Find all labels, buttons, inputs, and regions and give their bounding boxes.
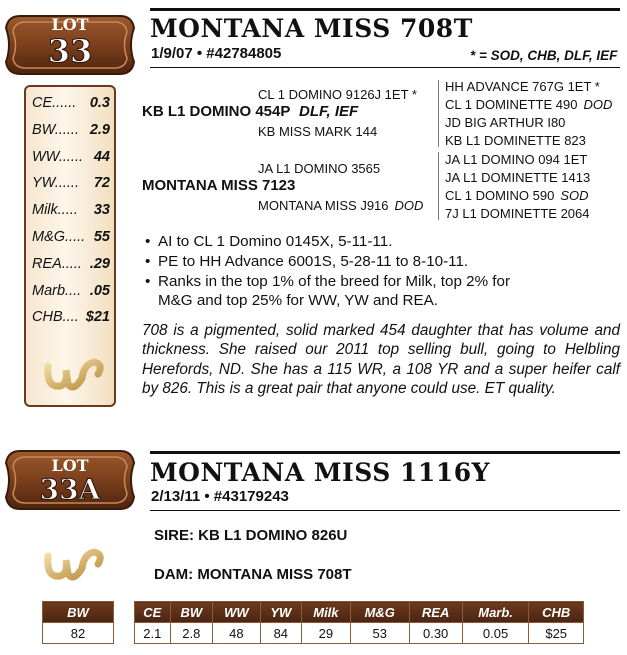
- pedigree-dds: [445, 188, 589, 203]
- pedigree-divider: [438, 152, 439, 220]
- epd-table-value: 0.30: [409, 623, 462, 644]
- pedigree-dam-sire: JA L1 DOMINO 3565: [258, 161, 381, 176]
- epd-table-value: 53: [350, 623, 409, 644]
- pedigree-dds-tag: SOD: [560, 188, 589, 203]
- epd-table-value: 29: [301, 623, 350, 644]
- epd-label: REA.....: [32, 255, 82, 272]
- epd-value: 2.9: [89, 121, 110, 138]
- pedigree-ssd: [445, 97, 612, 112]
- epd-table-header: REA: [409, 602, 462, 623]
- epd-label: CHB....: [32, 309, 79, 326]
- birth-weight-table: [42, 601, 114, 644]
- epd-table-header: M&G: [350, 602, 409, 623]
- pedigree-ssd-name: CL 1 DOMINETTE 490: [445, 97, 578, 112]
- dob-registration: 2/13/11 • #43179243: [151, 488, 289, 505]
- epd-table-value: $25: [529, 623, 584, 644]
- epd-label: M&G.....: [32, 229, 86, 245]
- bullet-item: • PE to HH Advance 6001S, 5-28-11 to 8-10-11.: [145, 253, 469, 270]
- epd-value: .05: [89, 282, 110, 299]
- pedigree-sire-name: KB L1 DOMINO 454P: [142, 103, 291, 120]
- bullet-text: AI to CL 1 Domino 0145X, 5-11-11.: [158, 233, 393, 250]
- pedigree-dss: JA L1 DOMINO 094 1ET: [445, 152, 588, 167]
- pedigree-sds: JD BIG ARTHUR I80: [445, 115, 566, 130]
- bw-value: 82: [43, 623, 114, 644]
- epd-label: CE......: [32, 95, 77, 111]
- epd-table-header: CE: [135, 602, 171, 623]
- brand-hook-icon: [38, 538, 108, 588]
- epd-table-header: CHB: [529, 602, 584, 623]
- title-rule: [150, 451, 620, 454]
- pedigree-dam-name: MONTANA MISS 7123: [142, 177, 296, 194]
- epd-label: Milk.....: [32, 202, 78, 219]
- epd-table-value: 0.05: [462, 623, 529, 644]
- pedigree-dds-name: CL 1 DOMINO 590: [445, 188, 555, 203]
- epd-value: $21: [85, 309, 110, 326]
- bw-header: BW: [43, 602, 114, 623]
- lot-number: 33A: [39, 473, 101, 506]
- epd-value: .29: [89, 255, 110, 272]
- bullet-item: • Ranks in the top 1% of the breed for Milk, top 2% for: [145, 273, 511, 290]
- epd-table-header: Marb.: [462, 602, 529, 623]
- epd-table: [134, 601, 584, 644]
- epd-value: 72: [93, 175, 110, 192]
- lot-title: MONTANA MISS 1116Y: [150, 458, 490, 487]
- pedigree-dam-dam-name: MONTANA MISS J916: [258, 198, 389, 213]
- epd-value: 0.3: [89, 95, 110, 111]
- epd-value: 55: [93, 229, 110, 245]
- bullet-text: M&G and top 25% for WW, YW and REA.: [158, 292, 438, 309]
- epd-label: Marb....: [32, 282, 82, 299]
- lot-label: LOT: [51, 456, 89, 475]
- pedigree-sss: HH ADVANCE 767G 1ET *: [445, 79, 600, 94]
- epd-value: 44: [93, 148, 110, 165]
- epd-table-header: Milk: [301, 602, 350, 623]
- pedigree-dam-dam-tag: DOD: [394, 198, 424, 213]
- epd-table-value: 2.1: [135, 623, 171, 644]
- epd-table-header: BW: [170, 602, 212, 623]
- epd-value: 33: [93, 202, 110, 219]
- dam-label: DAM: MONTANA MISS 708T: [154, 566, 352, 583]
- bullet-text: Ranks in the top 1% of the breed for Milk, top 2% for: [158, 273, 511, 290]
- dob-registration: 1/9/07 • #42784805: [151, 45, 282, 62]
- epd-table-value: 84: [260, 623, 301, 644]
- pedigree-ddd: 7J L1 DOMINETTE 2064: [445, 206, 590, 221]
- lot-label: LOT: [51, 15, 89, 34]
- pedigree-sdd: KB L1 DOMINETTE 823: [445, 133, 586, 148]
- pedigree-sire-sire: CL 1 DOMINO 9126J 1ET *: [258, 87, 417, 102]
- pedigree-dam: [142, 177, 295, 194]
- pedigree-divider: [438, 80, 439, 147]
- epd-label: YW......: [32, 175, 79, 192]
- pedigree-dsd: JA L1 DOMINETTE 1413: [445, 170, 591, 185]
- lot-title: MONTANA MISS 708T: [150, 14, 473, 43]
- bullet-text: PE to HH Advance 6001S, 5-28-11 to 8-10-11.: [158, 253, 469, 270]
- brand-hook-icon: [38, 348, 108, 398]
- pedigree-sire-dam: KB MISS MARK 144: [258, 124, 378, 139]
- epd-table-header: YW: [260, 602, 301, 623]
- lot-badge: [2, 10, 138, 80]
- legend-text: * = SOD, CHB, DLF, IEF: [470, 48, 618, 63]
- lot-badge: [2, 445, 138, 515]
- sire-label: SIRE: KB L1 DOMINO 826U: [154, 527, 348, 544]
- epd-table-value: 2.8: [170, 623, 212, 644]
- lot-number: 33: [47, 32, 93, 70]
- bullet-item: • AI to CL 1 Domino 0145X, 5-11-11.: [145, 233, 393, 250]
- title-rule: [150, 8, 620, 11]
- epd-table-value: 48: [213, 623, 261, 644]
- subtitle-rule: [150, 67, 620, 68]
- lot-description: 708 is a pigmented, solid marked 454 daughter that has volume and thickness. She raised our 2011 top selling bull, going to Helbling Herefords, ND. She has a 115 WR, a 108 YR and a super heifer calf by 826. This is a great pair that anyone could use. ET quality.: [142, 322, 620, 397]
- pedigree-ssd-tag: DOD: [583, 97, 613, 112]
- epd-label: BW......: [32, 121, 79, 138]
- bullet-item-continued: [147, 292, 438, 311]
- epd-label: WW......: [32, 148, 84, 165]
- epd-table-header: WW: [213, 602, 261, 623]
- pedigree-sire-tags: DLF, IEF: [299, 103, 359, 120]
- pedigree-sire: [142, 103, 358, 120]
- pedigree-dam-dam: [258, 198, 423, 213]
- subtitle-rule: [150, 510, 620, 511]
